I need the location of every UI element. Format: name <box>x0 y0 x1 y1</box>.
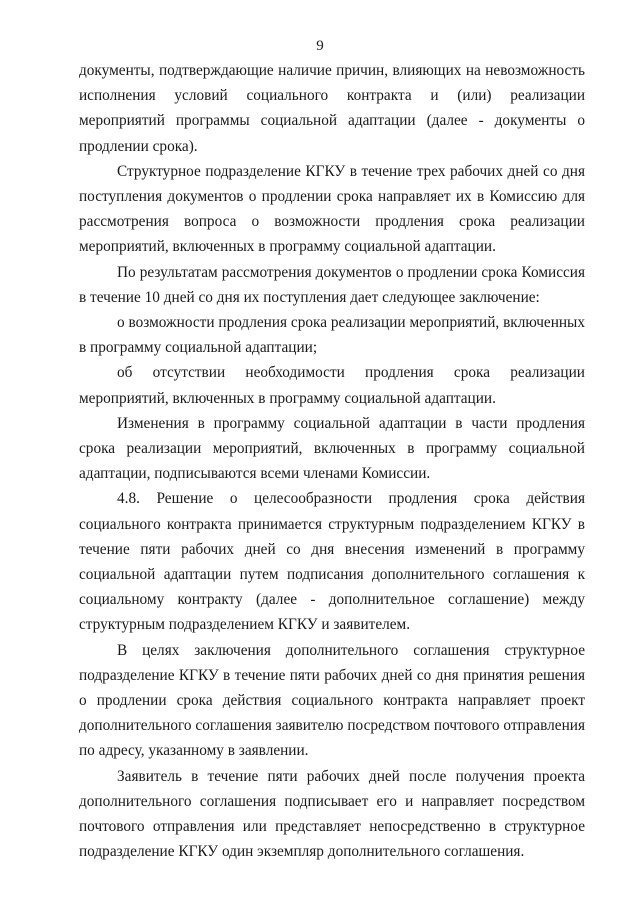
paragraph-5: об отсутствии необходимости продления срока реализации мероприятий, включенных в программу социальной адаптации. <box>79 364 585 407</box>
paragraph-4: о возможности продления срока реализации мероприятий, включенных в программу социальной адаптации; <box>79 314 585 357</box>
paragraph-9: Заявитель в течение пяти рабочих дней после получения проекта дополнительного соглашения подписывает его и направляет посредством почтового отправления или представляет непосредственно в структурное подразделение КГКУ один экземпляр дополнительного соглашения. <box>79 767 585 861</box>
paragraph-7: 4.8. Решение о целесообразности продления срока действия социального контракта принимается структурным подразделением КГКУ в течение пяти рабочих дней со дня внесения изменений в программу социальной адаптации путем подписания дополнительного соглашения к социальному контракту (далее - дополнительное соглашение) между структурным подразделением КГКУ и заявителем. <box>79 490 585 634</box>
paragraph-8: В целях заключения дополнительного соглашения структурное подразделение КГКУ в течение пяти рабочих дней со дня принятия решения о продлении срока действия социального контракта направляет проект дополнительного соглашения заявителю посредством почтового отправления по адресу, указанному в заявлении. <box>79 641 585 760</box>
paragraph-3: По результатам рассмотрения документов о продлении срока Комиссия в течение 10 дней со дня их поступления дает следующее заключение: <box>79 263 585 306</box>
document-body <box>79 58 585 865</box>
paragraph-1: документы, подтверждающие наличие причин, влияющих на невозможность исполнения условий социального контракта и (или) реализации мероприятий программы социальной адаптации (далее - документы о продлении срока). <box>79 62 585 155</box>
page-number: 9 <box>316 38 324 54</box>
paragraph-6: Изменения в программу социальной адаптации в части продления срока реализации мероприятий, включенных в программу социальной адаптации, подписываются всеми членами Комиссии. <box>79 414 585 483</box>
paragraph-2: Структурное подразделение КГКУ в течение трех рабочих дней со дня поступления документов о продлении срока направляет их в Комиссию для рассмотрения вопроса о возможности продления срока реализации мероприятий, включенных в программу социальной адаптации. <box>79 162 585 256</box>
